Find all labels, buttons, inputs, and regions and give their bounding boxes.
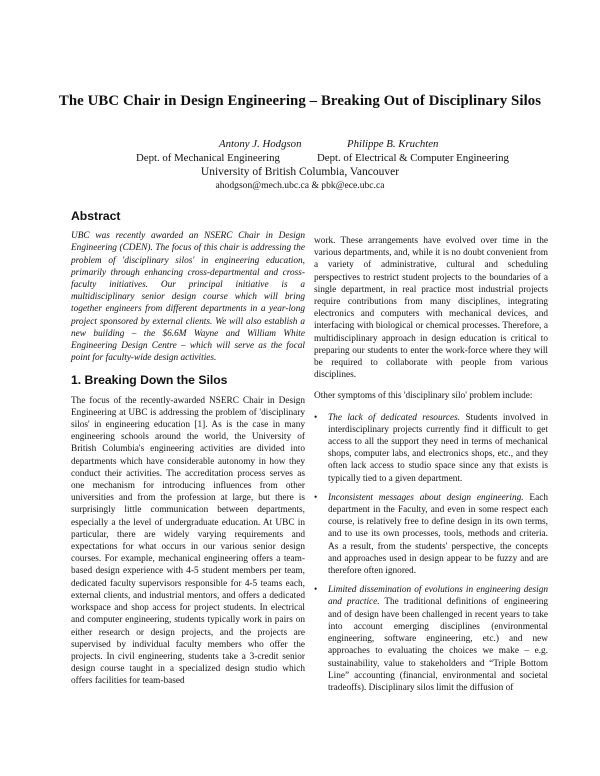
right-column <box>314 235 548 701</box>
bullet-icon: • <box>314 412 318 423</box>
symptom-lead: Limited dissemination of evolutions in engineering design and practice. <box>328 585 548 608</box>
bullet-icon: • <box>314 585 318 596</box>
symptom-lead: The lack of dedicated resources. <box>328 412 461 423</box>
abstract-text: UBC was recently awarded an NSERC Chair in Design Engineering (CDEN). The focus of this chair is addressing the problem of 'disciplinary silos' in engineering education, primarily through enhancing cross-departmental and cross-faculty initiatives. Our principal initiative is a multidisciplinary senior design course which will bring together engineers from different departments in a year-long project sponsored by external clients. We will also establish a new building – the $6.6M Wayne and William White Engineering Design Centre – which will serve as the focal point for faculty-wide design activities. <box>71 231 305 364</box>
right-paragraph-2: Other symptoms of this 'disciplinary silo' problem include: <box>314 391 533 402</box>
university: University of British Columbia, Vancouver <box>200 166 400 178</box>
author-emails: ahodgson@mech.ubc.ca & pbk@ece.ubc.ca <box>215 180 385 192</box>
symptom-item <box>314 492 548 577</box>
symptom-text: The traditional definitions of engineering and of design have been challenged in recent years to take into account emerging disciplines (environmental engineering, software engineering, etc.) and new approaches to evaluating the choices we make – e.g. sustainability, value to stakeholders and “Triple Bottom Line” accounting (financial, environmental and societal tradeoffs). Disciplinary silos limit the diffusion of <box>328 597 548 693</box>
symptom-item <box>314 412 548 485</box>
author-name-2: Philippe B. Kruchten <box>347 138 439 150</box>
symptom-lead: Inconsistent messages about design engineering. <box>328 492 524 503</box>
symptom-item <box>314 584 548 694</box>
paper-title: The UBC Chair in Design Engineering – Breaking Out of Disciplinary Silos <box>58 93 542 109</box>
left-column <box>71 210 305 697</box>
symptom-text: Each department in the Faculty, and even in some respect each course, is relatively free to define design in its own terms, and to use its own processes, tools, methods and criteria. As a result, from the students' perspective, the concepts and approaches used in design appear to be fuzzy and are therefore often ignored. <box>328 492 548 577</box>
symptom-text: Students involved in interdisciplinary projects currently find it difficult to get access to all the support they need in terms of mechanical shops, computer labs, and electronics shops, etc., and they often lack access to studio space since any that exists is typically tied to a given department. <box>328 412 548 484</box>
symptom-list <box>314 412 548 694</box>
author-dept-1: Dept. of Mechanical Engineering <box>136 152 280 164</box>
author-name-1: Antony J. Hodgson <box>219 138 302 150</box>
author-block <box>40 137 560 193</box>
abstract-heading: Abstract <box>71 209 121 223</box>
right-paragraph-1: work. These arrangements have evolved over time in the various departments, and, while it is no doubt convenient from a variety of administrative, cultural and scheduling perspectives to restrict student projects to the boundaries of a single department, in real practice most industrial projects require contributions from many disciplines, integrating electronics and computers with mechanical devices, and interfacing with biological or chemical processes. Therefore, a multidisciplinary approach in design education is critical to preparing our students to enter the work-force where they will be required to collaborate with people from various disciplines. <box>314 236 548 381</box>
section-1-heading: 1. Breaking Down the Silos <box>71 373 228 388</box>
author-dept-2: Dept. of Electrical & Computer Engineering <box>317 152 509 164</box>
section-1-paragraph: The focus of the recently-awarded NSERC Chair in Design Engineering at UBC is addressing the problem of 'disciplinary silos' in engineering education [1]. As is the case in many engineering schools around the world, the University of British Columbia's engineering activities are divided into departments which have considerable autonomy in how they conduct their activities. The accreditation process serves as one mechanism for introducing influences from other universities and from the profession at large, but there is surprisingly little communication between departments, especially a the level of undergraduate education. At UBC in particular, there are widely varying requirements and expectations for what occurs in our various senior design courses. For example, mechanical engineering offers a team-based design experience with 4-5 student members per team, dedicated faculty supervisors responsible for 4-5 teams each, external clients, and industrial mentors, and offers a dedicated workspace and shop access for project students. In electrical and computer engineering, students typically work in pairs on either research or design projects, and the projects are supervised by individual faculty members who offer the projects. In civil engineering, students take a 3-credit senior design course taught in a specialized design studio which offers facilities for team-based <box>71 395 305 687</box>
bullet-icon: • <box>314 492 318 503</box>
